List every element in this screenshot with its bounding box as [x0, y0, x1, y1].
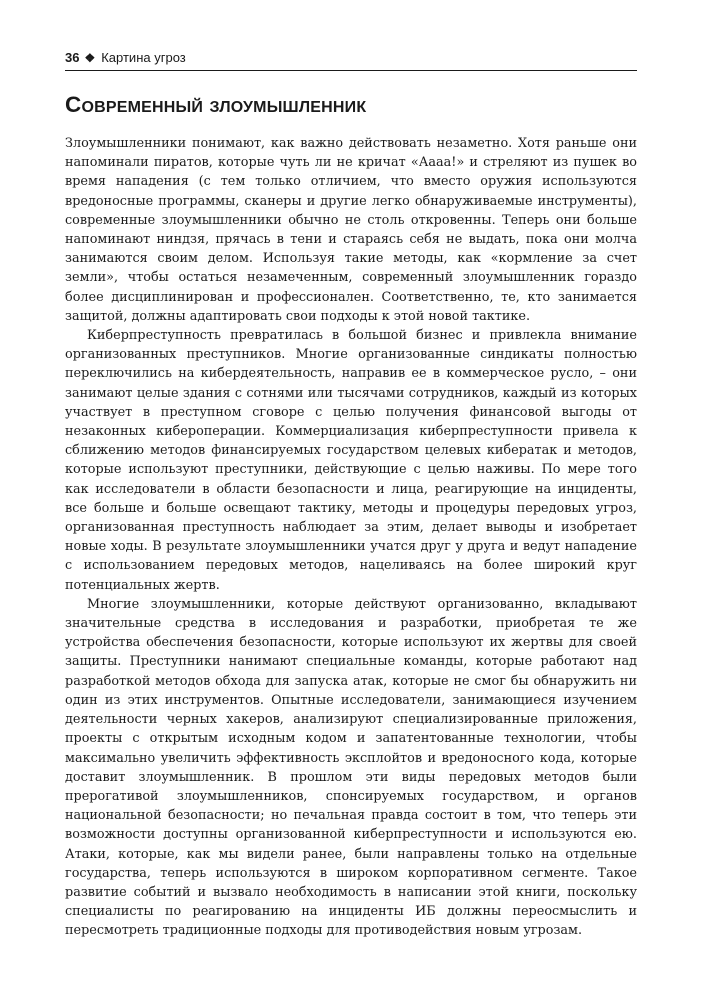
paragraph-1: Злоумышленники понимают, как важно действовать незаметно. Хотя раньше они напоминали пиратов, которые чуть ли не кричат «Аааа!» и стреляют из пушек во время нападения (с тем только отличием, что вместо оружия используются вредоносные программы, сканеры и другие легко обнаруживаемые инструменты), современные злоумышленники обычно не столь откровенны. Теперь они больше напоминают ниндзя, прячась в тени и стараясь себя не выдать, пока они молча занимаются своим делом. Используя такие методы, как «кормление за счет земли», чтобы остаться незамеченным, современный злоумышленник гораздо более дисциплинирован и профессионален. Соответственно, те, кто занимается защитой, должны адаптировать свои подходы к этой новой тактике.	[65, 136, 637, 324]
section-heading: Современный злоумышленник	[65, 92, 367, 117]
header-rule	[65, 70, 637, 71]
page-number: 36	[65, 50, 80, 65]
body-text	[65, 134, 637, 941]
running-header	[65, 48, 637, 70]
ornament-icon: ❖	[84, 51, 96, 65]
chapter-title: Картина угроз	[101, 50, 186, 65]
paragraph-3: Многие злоумышленники, которые действуют организованно, вкладывают значительные средства в исследования и разработки, приобретая те же устройства обеспечения безопасности, которые используют их жертвы для своей защиты. Преступники нанимают специальные команды, которые работают над разработкой методов обхода для запуска атак, которые не смог бы обнаружить ни один из этих инструментов. Опытные исследователи, занимающиеся изучением деятельности черных хакеров, анализируют специализированные приложения, проекты с открытым исходным кодом и запатентованные технологии, чтобы максимально увеличить эффективность эксплойтов и вредоносного кода, которые доставит злоумышленник. В прошлом эти виды передовых методов были прерогативой злоумышленников, спонсируемых государством, и органов национальной безопасности; но печальная правда состоит в том, что теперь эти возможности доступны организованной киберпреступности и используются ею. Атаки, которые, как мы видели ранее, были направлены только на отдельные государства, теперь используются в широком корпоративном сегменте. Такое развитие событий и вызвало необходимость в написании этой книги, поскольку специалисты по реагированию на инциденты ИБ должны переосмыслить и пересмотреть традиционные подходы для противодействия новым угрозам.	[65, 596, 637, 939]
paragraph-2: Киберпреступность превратилась в большой бизнес и привлекла внимание организованных преступников. Многие организованные синдикаты полностью переключились на кибердеятельность, направив ее в коммерческое русло, – они занимают целые здания с сотнями или тысячами сотрудников, каждый из которых участвует в преступном сговоре с целью получения финансовой выгоды от незаконных кибероперации. Коммерциализация киберпреступности привела к сближению методов финансируемых государством целевых кибератак и методов, которые используют преступники, действующие с целью наживы. По мере того как исследователи в области безопасности и лица, реагирующие на инциденты, все больше и больше освещают тактику, методы и процедуры передовых угроз, организованная преступность наблюдает за этим, делает выводы и изобретает новые ходы. В результате злоумышленники учатся друг у друга и ведут нападение с использованием передовых методов, нацеливаясь на более широкий круг потенциальных жертв.	[65, 328, 637, 593]
